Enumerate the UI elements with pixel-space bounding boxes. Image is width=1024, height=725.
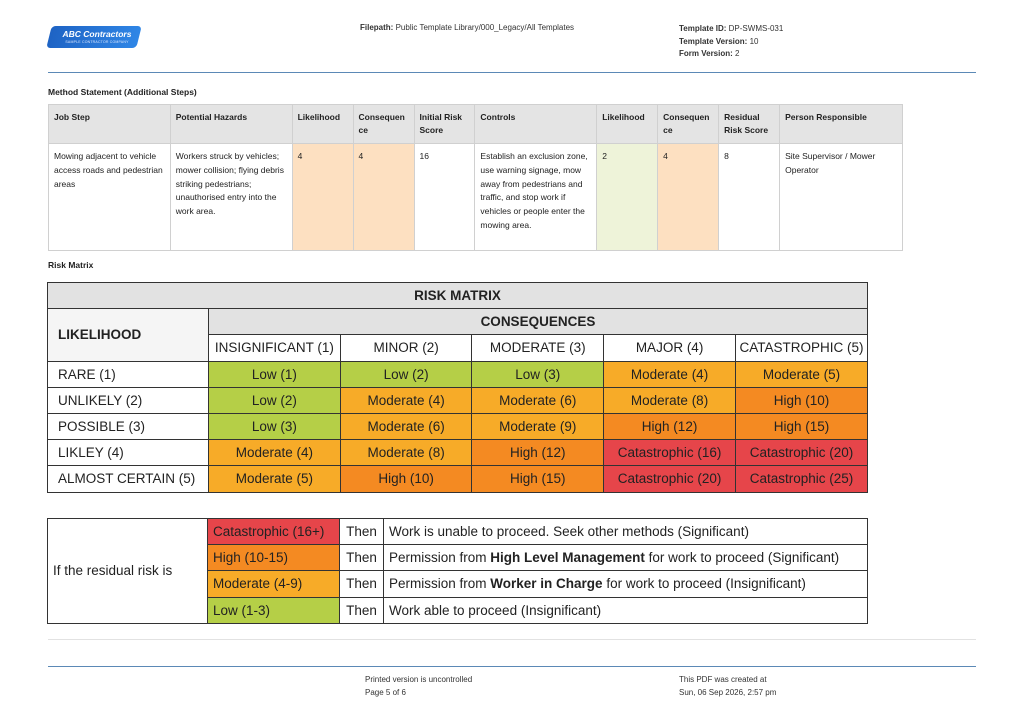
header-likelihood: Likelihood	[292, 105, 353, 144]
action-authority: High Level Management	[490, 550, 645, 566]
template-id	[679, 23, 783, 36]
matrix-cell: High (10)	[340, 466, 472, 492]
logo-subtitle: SAMPLE CONTRACTOR COMPANY	[65, 40, 129, 44]
residual-action	[384, 519, 868, 545]
method-statement-table	[48, 104, 903, 251]
created-timestamp: Sun, 06 Sep 2026, 2:57 pm	[679, 687, 777, 697]
matrix-cell: Moderate (6)	[472, 387, 604, 413]
template-meta	[679, 23, 783, 61]
consequence-col-catastrophic: CATASTROPHIC (5)	[735, 335, 867, 361]
header-job-step: Job Step	[49, 105, 171, 144]
matrix-cell: High (12)	[472, 440, 604, 466]
template-version	[679, 36, 783, 49]
action-text: Work able to proceed (Insignificant)	[389, 602, 602, 618]
matrix-cell: Low (1)	[208, 361, 340, 387]
consequence-col-minor: MINOR (2)	[340, 335, 472, 361]
matrix-row-likely	[48, 440, 868, 466]
likelihood-header: LIKELIHOOD	[48, 309, 209, 361]
matrix-cell: Moderate (9)	[472, 413, 604, 439]
header-divider	[48, 72, 976, 73]
created-label: This PDF was created at	[679, 675, 767, 684]
header-potential-hazards: Potential Hazards	[170, 105, 292, 144]
template-id-label: Template ID:	[679, 24, 727, 33]
matrix-cell: Moderate (5)	[735, 361, 867, 387]
matrix-cell: Catastrophic (16)	[604, 440, 736, 466]
matrix-cell: Catastrophic (20)	[604, 466, 736, 492]
action-text-end: for work to proceed (Significant)	[644, 550, 840, 566]
matrix-cell: High (10)	[735, 387, 867, 413]
page-number: Page 5 of 6	[365, 687, 406, 697]
form-version	[679, 48, 783, 61]
matrix-cell: High (15)	[472, 466, 604, 492]
method-statement-header-row	[49, 105, 903, 144]
matrix-cell: Moderate (4)	[208, 440, 340, 466]
likelihood-label: RARE (1)	[48, 361, 209, 387]
cell-likelihood: 4	[292, 144, 353, 251]
consequences-header: CONSEQUENCES	[208, 309, 867, 335]
matrix-cell: Low (2)	[208, 387, 340, 413]
cell-residual-score: 8	[719, 144, 780, 251]
footer-divider	[48, 666, 976, 667]
matrix-cell: Low (2)	[340, 361, 472, 387]
cell-hazards: Workers struck by vehicles; mower collision; flying debris striking pedestrians; unauthorised entry into the work area.	[170, 144, 292, 251]
header-residual-consequence: Consequen ce	[658, 105, 719, 144]
cell-controls: Establish an exclusion zone, use warning signage, mow away from pedestrians and traffic, and stop work if vehicles or people enter the mowing area.	[475, 144, 597, 251]
template-version-value: 10	[749, 36, 759, 46]
consequences-row	[48, 309, 868, 335]
then-label: Then	[340, 545, 384, 571]
residual-risk-table	[47, 518, 868, 624]
action-authority: Worker in Charge	[490, 576, 603, 592]
header-residual-risk-score: Residual Risk Score	[719, 105, 780, 144]
matrix-cell: High (15)	[735, 413, 867, 439]
header-consequence: Consequen ce	[353, 105, 414, 144]
residual-level: Catastrophic (16+)	[208, 519, 340, 545]
residual-level: Moderate (4-9)	[208, 571, 340, 597]
matrix-cell: Low (3)	[208, 413, 340, 439]
content-end-divider	[48, 639, 976, 640]
residual-level: Low (1-3)	[208, 597, 340, 623]
matrix-cell: Moderate (6)	[340, 413, 472, 439]
residual-row-catastrophic	[48, 519, 868, 545]
residual-action	[384, 571, 868, 597]
likelihood-label: LIKLEY (4)	[48, 440, 209, 466]
cell-initial-score: 16	[414, 144, 475, 251]
cell-residual-consequence: 4	[658, 144, 719, 251]
action-text: Work is unable to proceed. Seek other methods (Significant)	[389, 524, 749, 540]
cell-residual-likelihood: 2	[597, 144, 658, 251]
action-text: Permission from	[389, 550, 491, 566]
header-initial-risk-score: Initial Risk Score	[414, 105, 475, 144]
likelihood-label: UNLIKELY (2)	[48, 387, 209, 413]
logo-title: ABC Contractors	[62, 29, 132, 39]
consequence-col-moderate: MODERATE (3)	[472, 335, 604, 361]
form-version-label: Form Version:	[679, 49, 733, 58]
residual-level: High (10-15)	[208, 545, 340, 571]
filepath	[360, 23, 574, 32]
matrix-row-almost-certain	[48, 466, 868, 492]
matrix-cell: Moderate (4)	[604, 361, 736, 387]
action-text: Permission from	[389, 576, 491, 592]
template-id-value: DP-SWMS-031	[728, 24, 784, 33]
risk-matrix-title: RISK MATRIX	[48, 283, 868, 309]
then-label: Then	[340, 597, 384, 623]
matrix-row-possible	[48, 413, 868, 439]
matrix-cell: Moderate (8)	[604, 387, 736, 413]
form-version-value: 2	[735, 49, 740, 58]
header-person-responsible: Person Responsible	[780, 105, 903, 144]
residual-action	[384, 545, 868, 571]
matrix-cell: Catastrophic (20)	[735, 440, 867, 466]
then-label: Then	[340, 571, 384, 597]
footer-right	[679, 674, 776, 699]
matrix-cell: Catastrophic (25)	[735, 466, 867, 492]
uncontrolled-note: Printed version is uncontrolled	[365, 675, 473, 684]
matrix-cell: Low (3)	[472, 361, 604, 387]
method-statement-title: Method Statement (Additional Steps)	[48, 87, 197, 97]
cell-person-responsible: Site Supervisor / Mower Operator	[780, 144, 903, 251]
matrix-cell: Moderate (4)	[340, 387, 472, 413]
matrix-row-unlikely	[48, 387, 868, 413]
then-label: Then	[340, 519, 384, 545]
filepath-label: Filepath:	[360, 23, 394, 32]
filepath-value: Public Template Library/000_Legacy/All Templates	[395, 23, 575, 32]
likelihood-label: POSSIBLE (3)	[48, 413, 209, 439]
consequence-col-major: MAJOR (4)	[604, 335, 736, 361]
matrix-cell: Moderate (8)	[340, 440, 472, 466]
likelihood-label: ALMOST CERTAIN (5)	[48, 466, 209, 492]
matrix-cell: Moderate (5)	[208, 466, 340, 492]
risk-matrix-section-title: Risk Matrix	[48, 260, 94, 270]
action-text-end: for work to proceed (Insignificant)	[602, 576, 806, 592]
risk-matrix-title-row	[48, 283, 868, 309]
company-logo	[49, 26, 139, 52]
risk-matrix-table	[47, 282, 868, 493]
matrix-cell: High (12)	[604, 413, 736, 439]
matrix-row-rare	[48, 361, 868, 387]
cell-consequence: 4	[353, 144, 414, 251]
residual-action	[384, 597, 868, 623]
footer-left	[365, 674, 472, 699]
header-residual-likelihood: Likelihood	[597, 105, 658, 144]
residual-risk-label: If the residual risk is	[48, 519, 208, 624]
header-controls: Controls	[475, 105, 597, 144]
table-row	[49, 144, 903, 251]
template-version-label: Template Version:	[679, 36, 748, 46]
consequence-col-insignificant: INSIGNIFICANT (1)	[208, 335, 340, 361]
cell-job-step: Mowing adjacent to vehicle access roads and pedestrian areas	[49, 144, 171, 251]
